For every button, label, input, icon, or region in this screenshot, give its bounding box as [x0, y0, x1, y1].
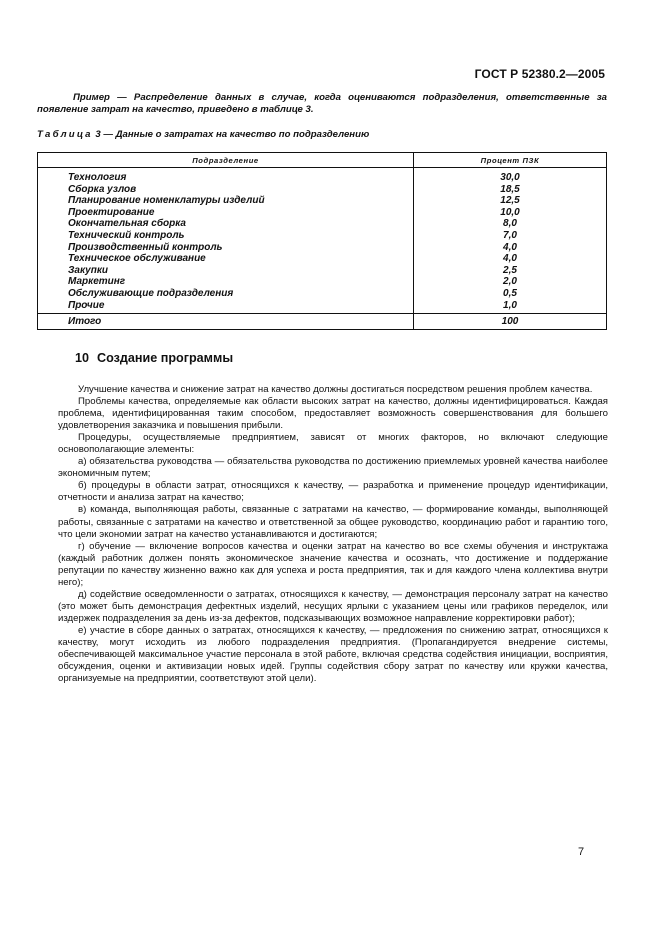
list-item-b: б) процедуры в области затрат, относящихся к качеству, — разработка и применение процедур идентификации, отчетности и анализа затрат на качество;: [58, 480, 608, 504]
quality-cost-table: [37, 152, 607, 330]
column-header-percent: Процент ПЗК: [414, 153, 607, 168]
example-text: Пример — Распределение данных в случае, когда оцениваются подразделения, ответственные за появление затрат на качество, приведено в таблице 3.: [37, 92, 607, 115]
department-cell: Закупки: [38, 265, 414, 277]
percent-cell: 8,0: [503, 218, 517, 230]
column-header-department: Подразделение: [38, 153, 414, 168]
table-caption-number: 3: [95, 129, 101, 140]
section-title-text: Создание программы: [97, 351, 234, 365]
table-row: [38, 288, 607, 300]
department-cell: Технология: [38, 168, 414, 184]
table-row: [38, 207, 607, 219]
page-number: 7: [578, 846, 585, 858]
table-row: [38, 265, 607, 277]
table-row: [38, 242, 607, 254]
percent-cell: 12,5: [500, 195, 520, 207]
percent-cell: 0,5: [503, 287, 517, 299]
total-value: 100: [414, 314, 607, 330]
percent-cell: 2,0: [503, 276, 517, 288]
table-caption-label: Таблица: [37, 129, 93, 140]
table-row: [38, 253, 607, 265]
document-id-header: ГОСТ Р 52380.2—2005: [474, 67, 605, 81]
table-caption-text: — Данные о затратах на качество по подразделению: [103, 129, 370, 140]
list-item-a: а) обязательства руководства — обязательства руководства по достижению приемлемых уровней качества наиболее экономичным путем;: [58, 456, 608, 480]
table-row: [38, 300, 607, 314]
table-total-row: [38, 314, 607, 330]
paragraph: Процедуры, осуществляемые предприятием, зависят от многих факторов, но включают следующие основополагающие элементы:: [58, 432, 608, 456]
department-cell: Производственный контроль: [38, 242, 414, 254]
table-row: [38, 230, 607, 242]
list-item-e: е) участие в сборе данных о затратах, относящихся к качеству, — предложения по снижению затрат, относящихся к качеству, могут исходить из любого подразделения предприятия. (Пропагандируется внедрение системы, обеспечивающей максимальное участие персонала в этой работе, включая средства содействия инициации, восприятия, обсуждения, оценки и активизации новых идей. Группы содействия сбору затрат по качеству или кружки качества, организуемые на предприятии, соответствуют этой цели).: [58, 624, 608, 685]
percent-cell: 2,5: [503, 264, 517, 276]
table-row: [38, 218, 607, 230]
department-cell: Проектирование: [38, 207, 414, 219]
table-row: [38, 184, 607, 196]
paragraph: Проблемы качества, определяемые как области высоких затрат на качество, должны идентифицироваться. Каждая проблема, идентифицированная таким способом, предоставляет возможность совершенствования для большего удовлетворения заказчика и повышения прибыли.: [58, 396, 608, 432]
table-row: [38, 276, 607, 288]
total-label: Итого: [38, 314, 414, 330]
department-cell: Маркетинг: [38, 276, 414, 288]
percent-cell: 18,5: [500, 183, 520, 195]
table-caption: [37, 129, 369, 140]
department-cell: Прочие: [38, 300, 414, 314]
section-number: 10: [75, 351, 90, 365]
department-cell: Обслуживающие подразделения: [38, 288, 414, 300]
percent-cell: 10,0: [500, 206, 520, 218]
section-heading: [75, 351, 233, 365]
list-item-v: в) команда, выполняющая работы, связанные с затратами на качество, — формирование команды, выполняющей работы, связанные с затратами на качество и ответственной за общее руководство, координацию работ и гарантию того, что цели экономии затрат на качество устанавливаются и достигаются;: [58, 504, 608, 540]
section-body: [58, 384, 608, 685]
department-cell: Техническое обслуживание: [38, 253, 414, 265]
table-row: [38, 168, 607, 184]
department-cell: Технический контроль: [38, 230, 414, 242]
department-cell: Окончательная сборка: [38, 218, 414, 230]
percent-cell: 4,0: [503, 253, 517, 265]
paragraph: Улучшение качества и снижение затрат на качество должны достигаться посредством решения проблем качества.: [78, 384, 593, 395]
percent-cell: 7,0: [503, 229, 517, 241]
table-header-row: [38, 153, 607, 168]
list-item-g: г) обучение — включение вопросов качества и оценки затрат на качество во все схемы обучения и инструктажа (каждый работник должен понять экономическое значение качества и осознать, что достижение и поддержание репутации по качеству жизненно важно как для успеха и роста предприятия, так и для каждого члена коллектива внутри него);: [58, 540, 608, 588]
table-row: [38, 195, 607, 207]
percent-cell: 1,0: [503, 299, 517, 311]
percent-cell: 4,0: [503, 241, 517, 253]
department-cell: Сборка узлов: [38, 184, 414, 196]
list-item-d: д) содействие осведомленности о затратах, относящихся к качеству, — демонстрация персоналу затрат на качество (это может быть демонстрация дефектных изделий, несущих ярлыки с указанием цены или графиков переделок, или издержек подразделения за день из-за дефектов, подсказывающих возможное направление корректировки работ);: [58, 588, 608, 624]
department-cell: Планирование номенклатуры изделий: [38, 195, 414, 207]
example-note: [37, 92, 607, 116]
percent-cell: 30,0: [500, 172, 520, 183]
